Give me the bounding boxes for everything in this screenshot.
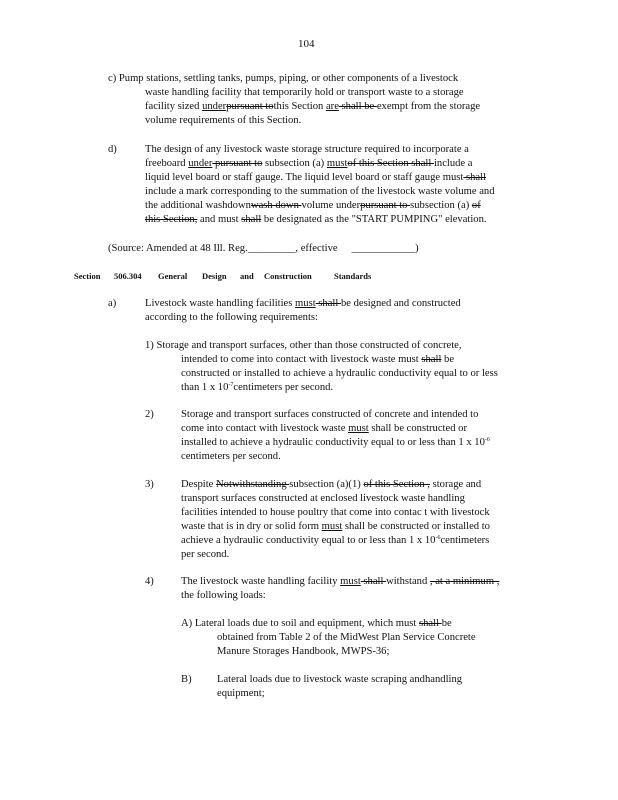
item-4-label: 4) <box>145 576 154 587</box>
item-3-line-3: facilities intended to house poultry that come into contac t with livestock <box>181 507 490 518</box>
section-label: Section <box>74 271 101 281</box>
inserted-text: are <box>325 101 339 112</box>
item-4a-line-1: A) Lateral loads due to soil and equipment, which must shall be <box>181 618 452 629</box>
item-3-line-6: per second. <box>181 549 230 560</box>
item-1-line-2: intended to come into contact with livestock waste must shall be <box>181 354 455 365</box>
item-1-line-3: constructed or installed to achieve a hydraulic conductivity equal to or less <box>181 368 498 379</box>
section-number: 506.304 <box>114 271 142 281</box>
para-a-label: a) <box>108 298 117 309</box>
item-3-line-5: achieve a hydraulic conductivity equal to or less than 1 x $10^{-6}centimeters$ <box>181 535 490 546</box>
item-3-line-2: transport surfaces constructed at enclosed livestock waste handling <box>181 493 465 504</box>
para-d-line-5: the additional washdownwash down volume underpursuant to subsection (a) of <box>145 200 481 211</box>
para-d-line-1: The design of any livestock waste storage structure required to incorporate a <box>145 144 469 155</box>
para-a-line-2: according to the following requirements: <box>145 312 318 323</box>
item-4-line-2: the following loads: <box>181 590 266 601</box>
para-c-line-1: c) Pump stations, settling tanks, pumps, piping, or other components of a livestock <box>108 73 459 84</box>
para-a-line-1: Livestock waste handling facilities must shall be designed and constructed <box>145 298 461 309</box>
section-title-word: General <box>158 271 188 281</box>
para-c-line-3: facility sized underpursuant tothis Section are shall be exempt from the storage <box>145 101 481 112</box>
item-4-line-1: The livestock waste handling facility must shall withstand , at a minimum , <box>181 576 500 587</box>
inserted-text: under <box>202 101 227 112</box>
item-4b-line-1: Lateral loads due to livestock waste scraping andhandling <box>217 674 463 685</box>
item-3-label: 3) <box>145 479 154 490</box>
section-title-word: and <box>240 271 254 281</box>
item-4b-label: B) <box>181 674 192 685</box>
item-4a-line-3: Manure Storages Handbook, MWPS-36; <box>217 646 390 657</box>
item-2-line-4: centimeters per second. <box>181 451 281 462</box>
para-d-line-6: this Section, and must shall be designated as the "START PUMPING" elevation. <box>145 214 487 225</box>
item-2-label: 2) <box>145 409 154 420</box>
blank-effective-date: ____________ <box>351 243 416 254</box>
item-3-line-4: waste that is in dry or solid form must shall be constructed or installed to <box>181 521 490 532</box>
item-4b-line-2: equipment; <box>217 688 265 699</box>
para-d-line-4: include a mark corresponding to the summation of the livestock waste volume and <box>145 186 495 197</box>
source-note: (Source: Amended at 48 Ill. Reg._________, effective ____________) <box>108 243 419 254</box>
page-number: 104 <box>298 38 315 50</box>
deleted-text: pursuant to <box>226 101 274 112</box>
item-2-line-2: come into contact with livestock waste must shall be constructed or <box>181 423 467 434</box>
section-title-word: Construction <box>264 271 312 281</box>
item-1-line-1: 1) Storage and transport surfaces, other than those constructed of concrete, <box>145 340 462 351</box>
para-c-line-2: waste handling facility that temporarily hold or transport waste to a storage <box>145 87 464 98</box>
item-3-line-1: Despite Notwithstanding subsection (a)(1) of this Section , storage and <box>181 479 482 490</box>
item-2-line-3: installed to achieve a hydraulic conductivity equal to or less than 1 x $10^{-6}$ <box>181 437 490 448</box>
para-d-label: d) <box>108 144 117 155</box>
blank-register: _________ <box>247 243 296 254</box>
para-d-line-3: liquid level board or staff gauge. The liquid level board or staff gauge must shall <box>145 172 486 183</box>
item-1-line-4: than 1 x $10^{-7}centimeters$ per second. <box>181 382 334 393</box>
section-title-word: Standards <box>334 271 372 281</box>
item-2-line-1: Storage and transport surfaces constructed of concrete and intended to <box>181 409 479 420</box>
para-d-line-2: freeboard under pursuant to subsection (a) mustof this Section shall include a <box>145 158 473 169</box>
deleted-text: shall be <box>338 101 377 112</box>
item-4a-line-2: obtained from Table 2 of the MidWest Plan Service Concrete <box>217 632 476 643</box>
para-c-line-4: volume requirements of this Section. <box>145 115 302 126</box>
section-title-word: Design <box>202 271 227 281</box>
